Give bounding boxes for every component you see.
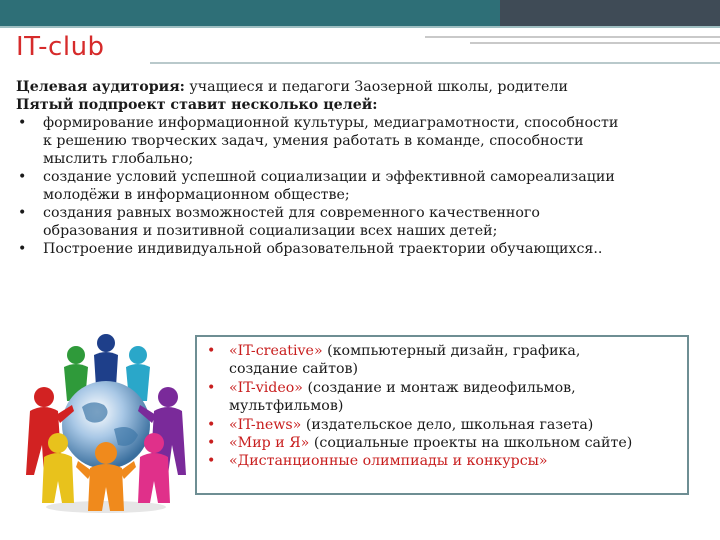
audience-line bbox=[16, 78, 706, 96]
goals-heading bbox=[16, 96, 706, 114]
subproject-item bbox=[205, 379, 679, 416]
subproject-desc: создание сайтов) bbox=[229, 361, 359, 378]
subproject-name: «IT-video» bbox=[229, 379, 303, 396]
subproject-name: «Дистанционные олимпиады и конкурсы» bbox=[229, 453, 548, 470]
subproject-desc: мультфильмов) bbox=[229, 398, 344, 415]
goal-line: к решению творческих задач, умения работать в команде, способности bbox=[43, 133, 584, 149]
slide-title: IT-club bbox=[16, 32, 105, 62]
goal-line: молодёжи в информационном обществе; bbox=[43, 187, 350, 203]
globe-people-icon bbox=[22, 325, 190, 515]
subproject-name: «Мир и Я» bbox=[229, 435, 310, 452]
people-around-globe-illustration bbox=[22, 325, 190, 515]
audience-label: Целевая аудитория: bbox=[16, 79, 185, 95]
bullet-icon: • bbox=[18, 115, 27, 131]
bullet-icon: • bbox=[207, 453, 216, 470]
person-dark-blue bbox=[94, 334, 118, 387]
header-bar-dark bbox=[500, 0, 720, 26]
subproject-item bbox=[205, 342, 679, 379]
subproject-desc: (издательское дело, школьная газета) bbox=[301, 416, 594, 433]
goal-line: формирование информационной культуры, медиаграмотности, способности bbox=[43, 115, 619, 131]
goal-item bbox=[16, 204, 706, 240]
subproject-item bbox=[205, 416, 679, 434]
subprojects-list bbox=[205, 342, 679, 471]
subproject-item bbox=[205, 434, 679, 452]
rule-3 bbox=[150, 62, 720, 64]
goals-heading-text: Пятый подпроект ставит несколько целей: bbox=[16, 97, 378, 113]
bullet-icon: • bbox=[207, 343, 216, 359]
goal-item bbox=[16, 114, 706, 168]
bullet-icon: • bbox=[18, 205, 27, 221]
goal-line: Построение индивидуальной образовательной траектории обучающихся.. bbox=[43, 241, 603, 257]
subproject-desc: (социальные проекты на школьном сайте) bbox=[309, 435, 633, 452]
header-bar-teal bbox=[0, 0, 500, 26]
bullet-icon: • bbox=[18, 169, 27, 185]
rule-1 bbox=[425, 36, 720, 38]
goal-line: образования и позитивной социализации всех наших детей; bbox=[43, 223, 498, 239]
bullet-icon: • bbox=[207, 435, 216, 452]
goals-list bbox=[16, 114, 706, 258]
goal-item bbox=[16, 168, 706, 204]
subproject-item bbox=[205, 452, 679, 470]
audience-text: учащиеся и педагоги Заозерной школы, родители bbox=[184, 79, 568, 95]
header-bar bbox=[0, 0, 720, 26]
subprojects-box bbox=[195, 335, 689, 495]
bullet-icon: • bbox=[207, 379, 216, 396]
goal-line: мыслить глобально; bbox=[43, 151, 194, 167]
goals-section bbox=[16, 78, 706, 258]
rule-2 bbox=[470, 42, 720, 44]
header-underline bbox=[0, 26, 720, 28]
goal-line: создание условий успешной социализации и эффективной самореализации bbox=[43, 169, 615, 185]
subproject-name: «IT-news» bbox=[229, 416, 302, 433]
subproject-name: «IT-creative» bbox=[229, 343, 323, 359]
goal-item bbox=[16, 240, 706, 258]
bullet-icon: • bbox=[18, 241, 27, 257]
subproject-desc: (компьютерный дизайн, графика, bbox=[322, 343, 581, 359]
bullet-icon: • bbox=[207, 416, 216, 433]
subproject-desc: (создание и монтаж видеофильмов, bbox=[302, 379, 576, 396]
goal-line: создания равных возможностей для современного качественного bbox=[43, 205, 540, 221]
